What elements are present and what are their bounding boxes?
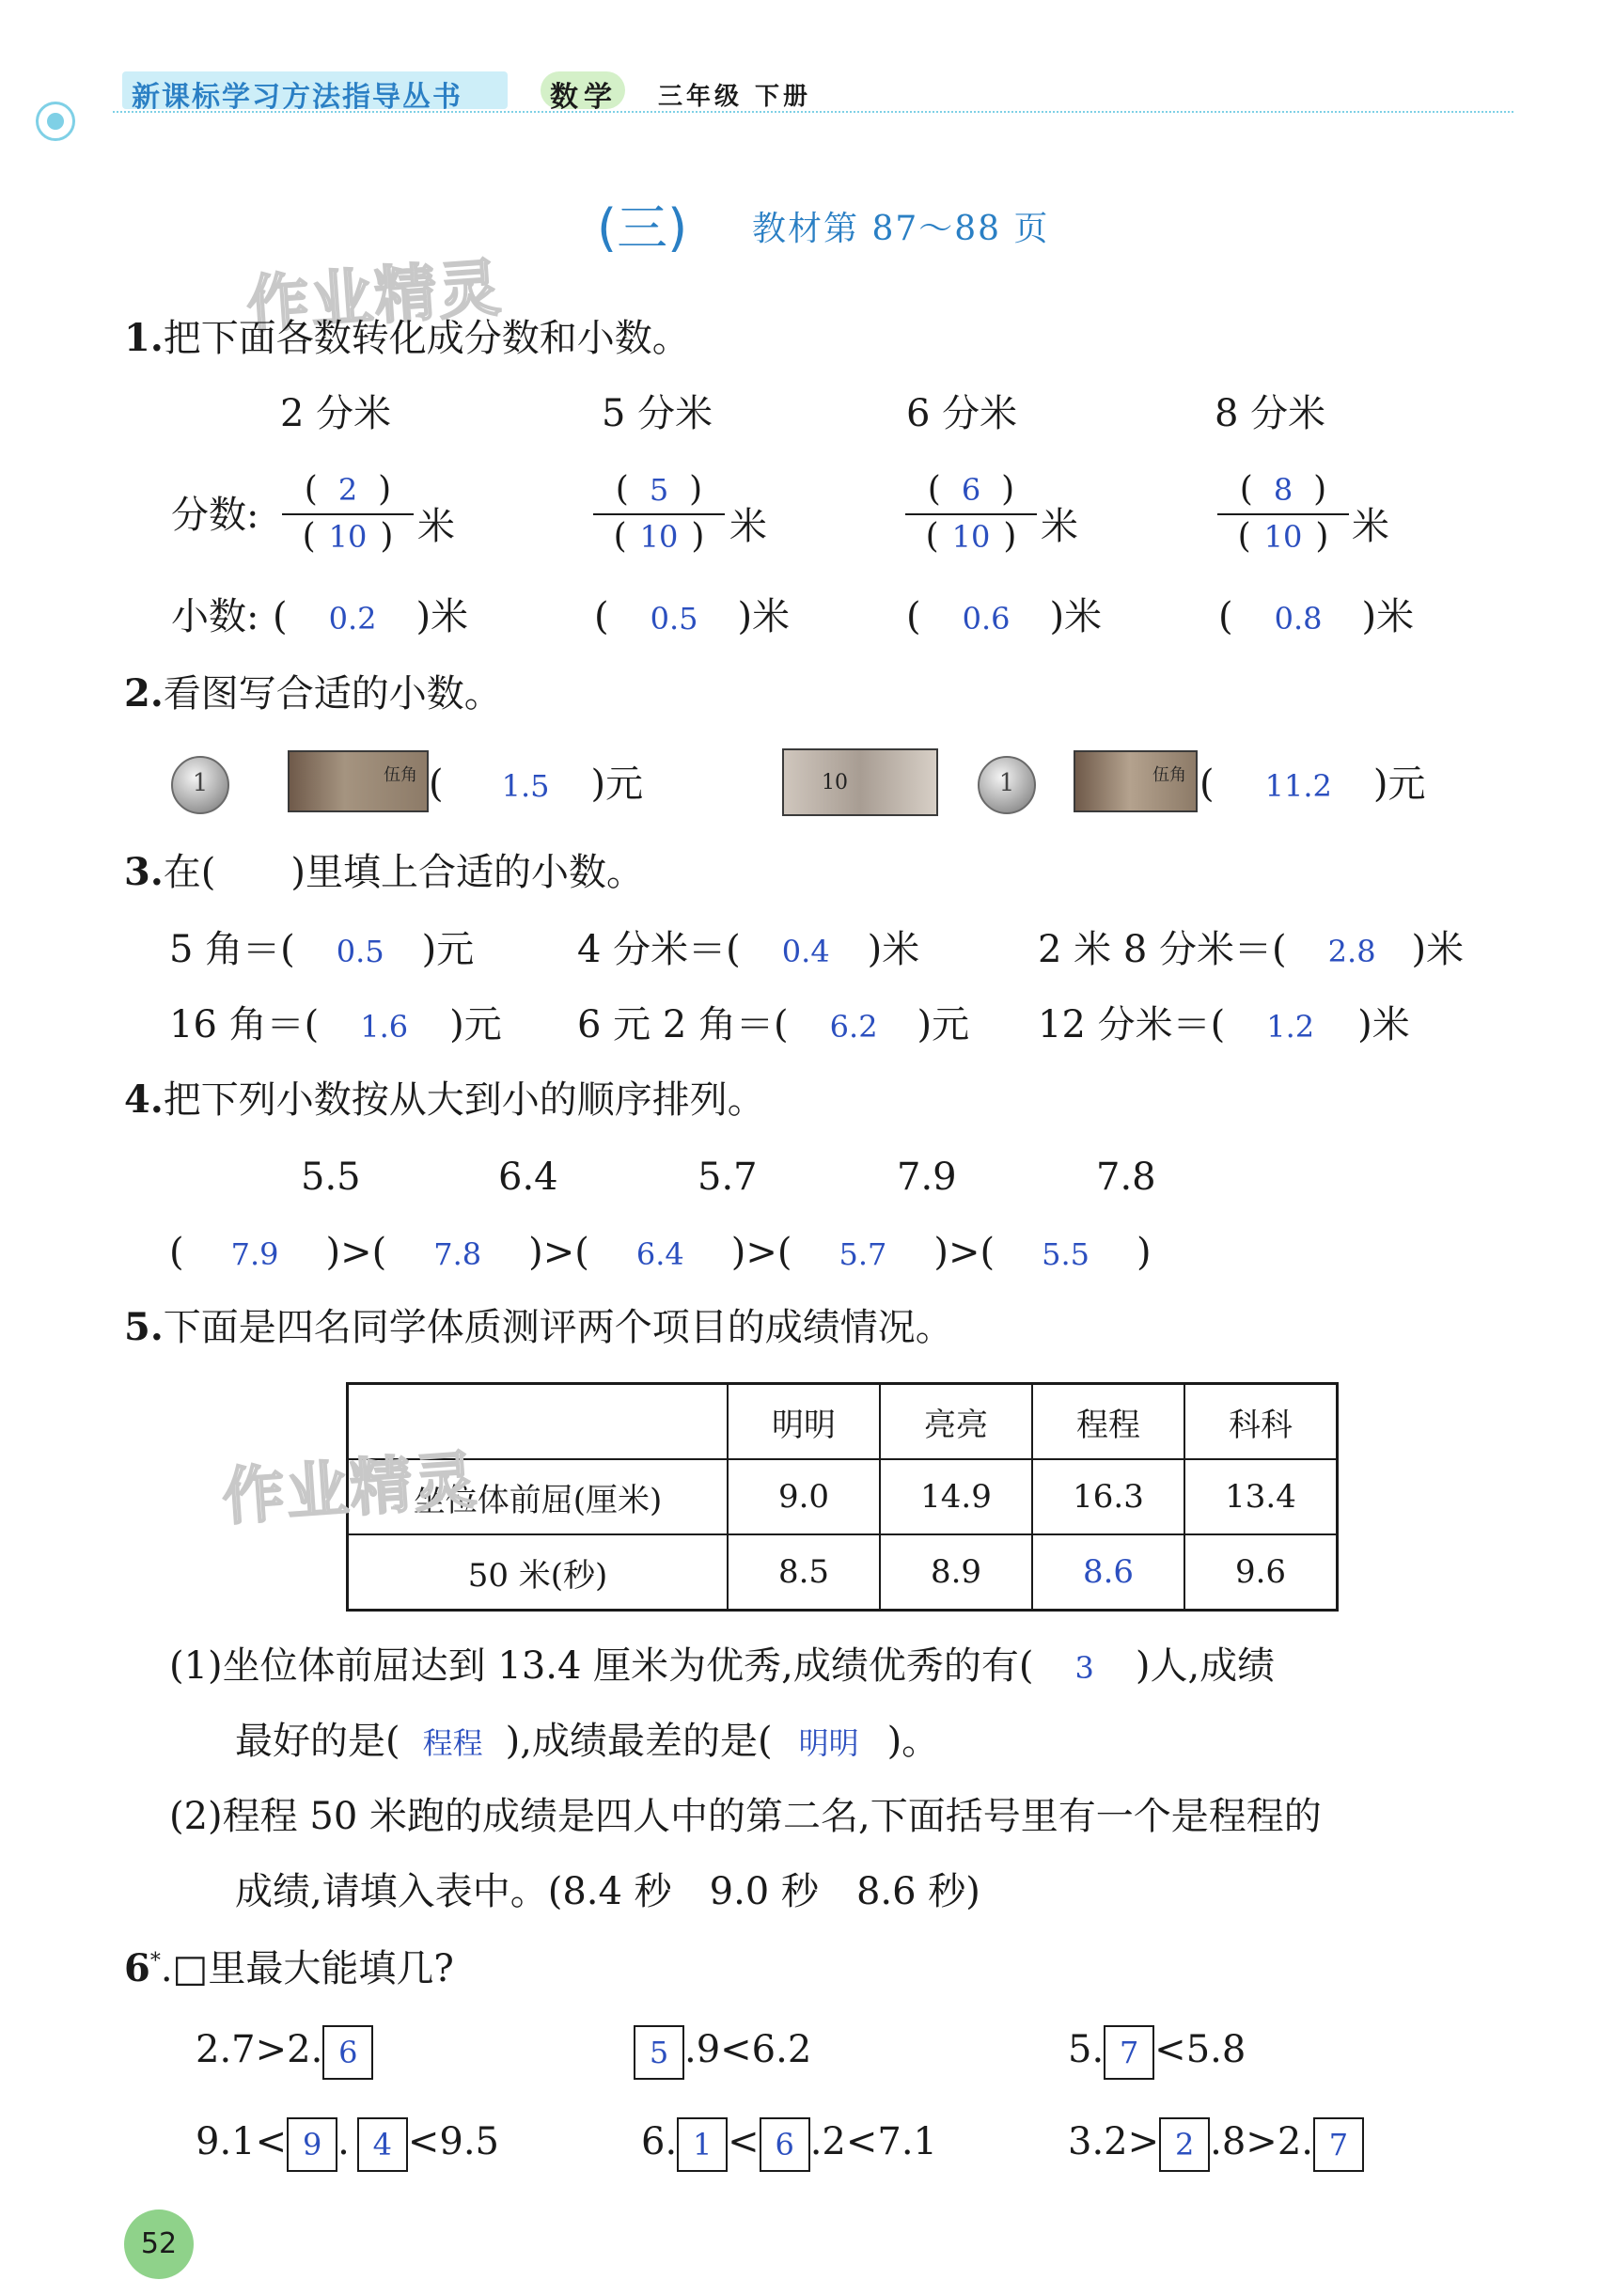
q6-item: 5 .9<6.2 <box>634 2025 811 2080</box>
q3-item: 2 米 8 分米＝( 2.8 )米 <box>1038 928 1465 971</box>
q3-item: 16 角＝( 1.6 )元 <box>169 1003 502 1046</box>
q4-answer: 5.5 <box>1042 1236 1090 1272</box>
unit-label: 米 <box>1041 505 1078 548</box>
q6-heading: 6*.□里最大能填几? <box>124 1946 454 1990</box>
q4-heading <box>124 1077 765 1122</box>
q3-answer: 6.2 <box>829 1009 878 1045</box>
q3-answer: 1.2 <box>1266 1009 1315 1045</box>
q1-fraction: ( 6 ) ( 10 ) <box>901 470 1042 555</box>
q3-prompt: 在( )里填上合适的小数。 <box>163 851 644 894</box>
fraction-denominator: 10 <box>328 519 368 555</box>
q3-item: 6 元 2 角＝( 6.2 )元 <box>577 1003 970 1046</box>
q1-prompt: 把下面各数转化成分数和小数。 <box>163 317 690 360</box>
q6-answer-box: 5 <box>634 2025 684 2080</box>
q5-sub2-line2: 成绩,请填入表中。(8.4 秒 9.0 秒 8.6 秒) <box>235 1870 980 1913</box>
q3-heading <box>124 850 644 894</box>
q5-prompt: 下面是四名同学体质测评两个项目的成绩情况。 <box>163 1306 953 1349</box>
q1-measure: 6 分米 <box>906 392 1018 435</box>
q4-given: 7.8 <box>1096 1156 1156 1199</box>
q6-answer-box: 7 <box>1104 2025 1154 2080</box>
decimal-label: 小数: <box>171 595 259 638</box>
score-table <box>346 1382 1339 1612</box>
q6-answer-box: 4 <box>357 2117 408 2172</box>
table-header-cell: 程程 <box>1032 1384 1184 1460</box>
q2-heading <box>124 671 502 716</box>
unit-label: 米 <box>417 505 455 548</box>
q6-number: 6 <box>124 1946 150 1990</box>
q2-answer: 11.2 <box>1264 768 1332 804</box>
q1-number: 1. <box>124 316 164 360</box>
header-divider <box>113 111 1513 113</box>
q1-measure: 8 分米 <box>1215 392 1326 435</box>
q5-sub1-line2: 最好的是( 程程 ),成绩最差的是( 明明 )。 <box>235 1720 940 1763</box>
table-row <box>348 1534 1338 1611</box>
q6-answer-box: 1 <box>677 2117 728 2172</box>
q5-answer-worst: 明明 <box>798 1725 859 1761</box>
q5-answer-count: 3 <box>1074 1650 1094 1686</box>
table-cell: 8.9 <box>880 1534 1032 1611</box>
q6-answer-box: 9 <box>287 2117 337 2172</box>
decimal-answer: 0.5 <box>650 601 698 637</box>
fraction-label: 分数: <box>171 494 259 537</box>
decimal-answer: 0.6 <box>962 601 1011 637</box>
q3-answer: 2.8 <box>1327 934 1376 969</box>
q4-number: 4. <box>124 1077 164 1122</box>
q4-given: 6.4 <box>498 1156 558 1199</box>
table-cell: 9.0 <box>728 1459 880 1534</box>
table-cell: 13.4 <box>1184 1459 1338 1534</box>
q4-answer: 6.4 <box>635 1236 684 1272</box>
q4-order-row: ( 7.9 )>( 7.8 )>( 6.4 )>( 5.7 )>( 5.5 ) <box>169 1231 1152 1274</box>
header-bullet-icon <box>36 102 75 141</box>
q1-fraction: ( 8 ) ( 10 ) <box>1213 470 1354 555</box>
q3-item: 4 分米＝( 0.4 )米 <box>577 928 920 971</box>
q3-answer: 0.4 <box>781 934 830 969</box>
table-header-cell: 科科 <box>1184 1384 1338 1460</box>
q6-item: 6. 1 < 6 .2<7.1 <box>641 2117 937 2172</box>
q4-answer: 5.7 <box>839 1236 887 1272</box>
q3-answer: 1.6 <box>360 1009 409 1045</box>
table-cell: 50 米(秒) <box>348 1534 729 1611</box>
q6-item: 2.7>2. 6 <box>196 2025 373 2080</box>
q6-answer-box: 2 <box>1159 2117 1210 2172</box>
table-header-row <box>348 1384 1338 1460</box>
q5-heading <box>124 1305 953 1349</box>
q2-answer: 1.5 <box>501 768 550 804</box>
q1-decimal-blank: ( 0.5 )米 <box>594 595 791 638</box>
banknote-five-jiao-icon: 伍角 <box>288 750 429 812</box>
q2-answer-blank: ( 11.2 )元 <box>1199 763 1426 806</box>
q3-item: 12 分米＝( 1.2 )米 <box>1038 1003 1410 1046</box>
table-header-cell: 亮亮 <box>880 1384 1032 1460</box>
q6-item: 3.2> 2 .8>2. 7 <box>1068 2117 1364 2172</box>
q6-answer-box: 6 <box>322 2025 373 2080</box>
q1-fraction: ( 2 ) ( 10 ) <box>277 470 418 555</box>
coin-one-yuan-icon: 1 <box>171 756 229 814</box>
decimal-answer: 0.8 <box>1274 601 1323 637</box>
grade-label: 三年级 下册 <box>658 83 812 111</box>
q2-answer-blank: ( 1.5 )元 <box>429 763 644 806</box>
series-title: 新课标学习方法指导丛书 <box>132 81 462 114</box>
watermark: 作业精灵 <box>244 251 505 342</box>
table-header-cell: 明明 <box>728 1384 880 1460</box>
q1-measure: 2 分米 <box>280 392 392 435</box>
fraction-denominator: 10 <box>951 519 991 555</box>
page-number: 52 <box>124 2210 194 2279</box>
q6-item: 5. 7 <5.8 <box>1068 2025 1246 2080</box>
unit-label: 米 <box>729 505 767 548</box>
q2-prompt: 看图写合适的小数。 <box>163 672 502 716</box>
q5-answer-best: 程程 <box>422 1725 483 1761</box>
banknote-ten-yuan-icon: 10 <box>782 748 938 816</box>
q5-number: 5. <box>124 1305 164 1349</box>
watermark: 作业精灵 <box>220 1443 480 1534</box>
table-cell: 8.6 <box>1032 1534 1184 1611</box>
unit-label: 米 <box>1352 505 1389 548</box>
q1-measure: 5 分米 <box>602 392 713 435</box>
q4-given: 5.5 <box>301 1156 361 1199</box>
q3-number: 3. <box>124 850 164 894</box>
table-cell: 8.5 <box>728 1534 880 1611</box>
q1-decimal-blank: ( 0.2 )米 <box>273 595 469 638</box>
section-reference: 教材第 87～88 页 <box>752 210 1050 248</box>
fraction-numerator: 8 <box>1273 472 1293 508</box>
decimal-answer: 0.2 <box>328 601 377 637</box>
q4-answer: 7.9 <box>230 1236 279 1272</box>
q1-heading <box>124 316 690 360</box>
q4-given: 5.7 <box>698 1156 758 1199</box>
table-cell: 9.6 <box>1184 1534 1338 1611</box>
fraction-numerator: 2 <box>337 472 358 508</box>
q6-answer-box: 6 <box>760 2117 810 2172</box>
section-title: (三) <box>597 198 688 258</box>
banknote-five-jiao-icon: 伍角 <box>1074 750 1198 812</box>
q4-answer: 7.8 <box>433 1236 482 1272</box>
coin-one-yuan-icon: 1 <box>978 756 1036 814</box>
subject-label: 数学 <box>550 73 618 115</box>
q6-item: 9.1< 9 . 4 <9.5 <box>196 2117 499 2172</box>
q3-item: 5 角＝( 0.5 )元 <box>169 928 475 971</box>
q1-decimal-blank: ( 0.8 )米 <box>1218 595 1415 638</box>
q5-sub2-line1: (2)程程 50 米跑的成绩是四人中的第二名,下面括号里有一个是程程的 <box>169 1795 1322 1838</box>
q4-given: 7.9 <box>897 1156 957 1199</box>
fraction-denominator: 10 <box>639 519 679 555</box>
q1-decimal-blank: ( 0.6 )米 <box>906 595 1103 638</box>
fraction-numerator: 5 <box>649 472 669 508</box>
table-row <box>348 1459 1338 1534</box>
q5-sub1-line1: (1)坐位体前屈达到 13.4 厘米为优秀,成绩优秀的有( 3 )人,成绩 <box>169 1644 1276 1688</box>
q1-fraction: ( 5 ) ( 10 ) <box>588 470 729 555</box>
q2-number: 2. <box>124 671 164 716</box>
fraction-numerator: 6 <box>961 472 981 508</box>
table-cell: 坐位体前屈(厘米) <box>348 1459 729 1534</box>
q6-answer-box: 7 <box>1313 2117 1364 2172</box>
table-cell: 14.9 <box>880 1459 1032 1534</box>
q3-answer: 0.5 <box>336 934 384 969</box>
q6-prompt: .□里最大能填几? <box>160 1947 454 1990</box>
table-cell: 16.3 <box>1032 1459 1184 1534</box>
q4-prompt: 把下列小数按从大到小的顺序排列。 <box>163 1078 765 1122</box>
fraction-denominator: 10 <box>1263 519 1303 555</box>
